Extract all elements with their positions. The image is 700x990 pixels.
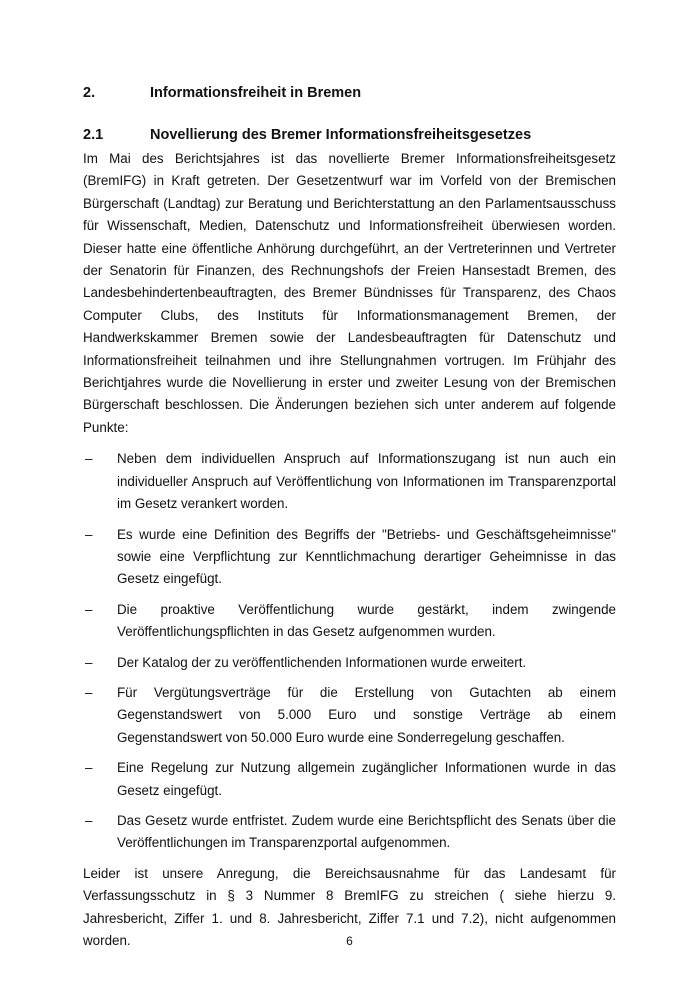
list-item	[83, 757, 616, 802]
list-item	[83, 682, 616, 749]
list-item-text: Der Katalog der zu veröffentlichenden Informationen wurde erweitert.	[117, 654, 527, 670]
change-list	[83, 448, 616, 855]
dash-marker: –	[85, 601, 93, 617]
list-item-text: Eine Regelung zur Nutzung allgemein zugänglicher Informationen wurde in das Gesetz eingefügt.	[117, 760, 616, 798]
page-number: 6	[346, 934, 353, 948]
list-item	[83, 599, 616, 644]
document-page	[83, 0, 616, 990]
list-item-text: Neben dem individuellen Anspruch auf Informationszugang ist nun auch ein individueller Anspruch auf Veröffentlichung von Informationen im Transparenzportal im Gesetz verankert worden.	[117, 451, 616, 512]
list-item	[83, 448, 616, 515]
dash-marker: –	[85, 526, 93, 542]
list-item-text: Es wurde eine Definition des Begriffs der "Betriebs- und Geschäftsgeheimnisse" sowie eine Verpflichtung zur Kenntlichmachung derartiger Geheimnisse in das Gesetz eingefügt.	[117, 526, 616, 587]
closing-paragraph: Leider ist unsere Anregung, die Bereichsausnahme für das Landesamt für Verfassungsschutz in § 3 Nummer 8 BremIFG zu streichen ( siehe hierzu 9. Jahresbericht, Ziffer 1. und 8. Jahresbericht, Ziffer 7.1 und 7.2), nicht aufgenommen worden.	[83, 865, 616, 948]
section-number: 2.	[83, 85, 96, 101]
body-text	[83, 148, 616, 952]
list-item	[83, 524, 616, 591]
subsection-number: 2.1	[83, 127, 104, 143]
dash-marker: –	[85, 684, 93, 700]
list-item-text: Die proaktive Veröffentlichung wurde gestärkt, indem zwingende Veröffentlichungspflichten in das Gesetz aufgenommen wurden.	[117, 601, 616, 640]
list-item-text: Für Vergütungsverträge für die Erstellung von Gutachten ab einem Gegenstandswert von 5.000 Euro und sonstige Verträge ab einem Gegenstandswert von 50.000 Euro wurde eine Sonderregelung geschaffen.	[117, 684, 616, 745]
subsection-heading	[83, 126, 531, 144]
section-heading	[83, 84, 361, 102]
dash-marker: –	[85, 654, 93, 670]
list-item	[83, 652, 616, 674]
intro-paragraph: Im Mai des Berichtsjahres ist das novellierte Bremer Informationsfreiheitsgesetz (BremIFG) in Kraft getreten. Der Gesetzentwurf war im Vorfeld von der Bremischen Bürgerschaft (Landtag) zur Beratung und Berichterstattung an den Parlamentsausschuss für Wissenschaft, Medien, Datenschutz und Informationsfreiheit überwiesen worden. Dieser hatte eine öffentliche Anhörung durchgeführt, an der Vertreterinnen und Vertreter der Senatorin für Finanzen, des Rechnungshofs der Freien Hansestadt Bremen, des Landesbehindertenbeauftragten, des Bremer Bündnisses für Transparenz, des Chaos Computer Clubs, des Instituts für Informationsmanagement Bremen, der Handwerkskammer Bremen sowie der Landesbeauftragten für Datenschutz und Informationsfreiheit teilnahmen und ihre Stellungnahmen vortrugen. Im Frühjahr des Berichtjahres wurde die Novellierung in erster und zweiter Lesung von der Bremischen Bürgerschaft beschlossen. Die Änderungen beziehen sich unter anderem auf folgende Punkte:	[83, 151, 616, 435]
dash-marker: –	[85, 760, 93, 776]
section-title: Informationsfreiheit in Bremen	[150, 85, 362, 101]
list-item-text: Das Gesetz wurde entfristet. Zudem wurde eine Berichtspflicht des Senats über die Veröffentlichungen im Transparenzportal aufgenommen.	[117, 812, 616, 851]
subsection-title: Novellierung des Bremer Informationsfreiheitsgesetzes	[150, 127, 532, 143]
list-item	[83, 810, 616, 855]
dash-marker: –	[85, 812, 93, 828]
dash-marker: –	[85, 451, 93, 467]
